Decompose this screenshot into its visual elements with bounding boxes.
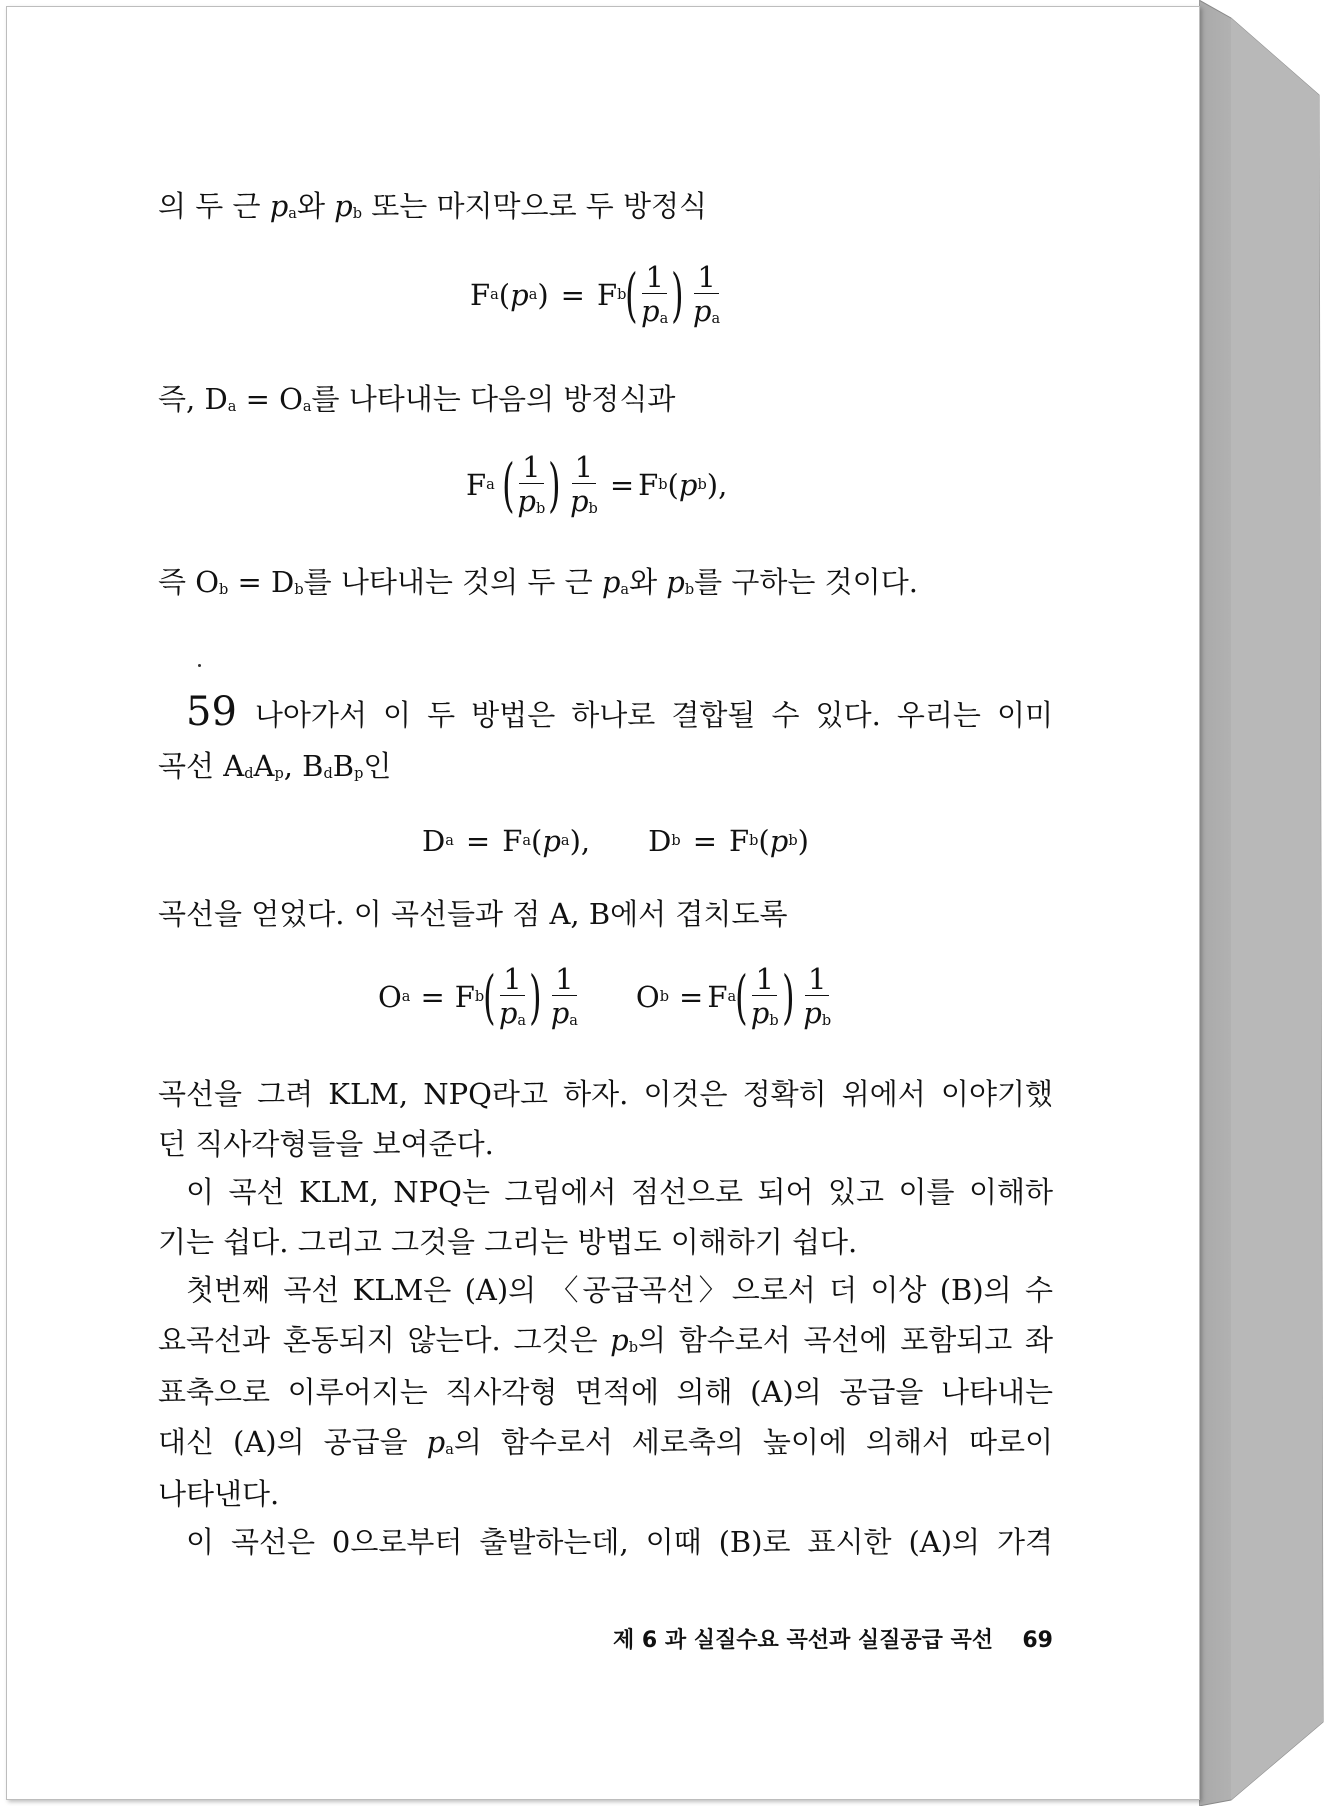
text-line-1: 의 두 근 $p_a$와 $p_b$ 또는 마지막으로 두 방정식: [158, 189, 708, 223]
speck: [198, 664, 201, 667]
text-line-12: 요곡선과 혼동되지 않는다. 그것은 $p_b$의 함수로서 곡선에 포함되고 좌: [158, 1323, 1053, 1357]
book-side-edge: [1199, 0, 1340, 1806]
text-line-5: 곡선 $A_dA_p$, $B_dB_p$인: [158, 749, 392, 783]
text-line-4: 59 나아가서 이 두 방법은 하나로 결합될 수 있다. 우리는 이미: [186, 689, 1053, 735]
equation-2: F a ( $\frac{1}{p_b}$ ) $\frac{1}{p_b}$ = F b ( p b ) ,: [466, 450, 728, 519]
chapter-title: 제 6 과 실질수요 곡선과 실질공급 곡선: [612, 1628, 994, 1653]
text-line-16: 이 곡선은 0으로부터 출발하는데, 이때 (B)로 표시한 (A)의 가격: [186, 1525, 1053, 1559]
text-line-6: 곡선을 얻었다. 이 곡선들과 점 A, B에서 겹치도록: [158, 897, 788, 931]
text-line-3: 즉 $O_b = D_b$를 나타내는 것의 두 근 $p_a$와 $p_b$를 구하는 것이다.: [158, 565, 918, 599]
text-line-13: 표축으로 이루어지는 직사각형 면적에 의해 (A)의 공급을 나타내는: [158, 1375, 1053, 1409]
equation-4: O a = F b ( $\frac{1}{p_a}$ ) $\frac{1}{p_a}$ O b = F a ( $\frac{1}{p_b}$ ) $\frac{1}{p_b}$: [378, 962, 832, 1031]
page-number: 69: [1022, 1628, 1053, 1653]
text-line-10: 기는 쉽다. 그리고 그것을 그리는 방법도 이해하기 쉽다.: [158, 1225, 858, 1259]
text-line-9: 이 곡선 KLM, NPQ는 그림에서 점선으로 되어 있고 이를 이해하: [186, 1175, 1053, 1209]
text-line-11: 첫번째 곡선 KLM은 (A)의 〈공급곡선〉으로서 더 이상 (B)의 수: [186, 1273, 1053, 1307]
text-line-14: 대신 (A)의 공급을 $p_a$의 함수로서 세로축의 높이에 의해서 따로이: [158, 1425, 1053, 1459]
section-number: 59: [186, 689, 237, 735]
text-line-8: 던 직사각형들을 보여준다.: [158, 1127, 494, 1161]
text-line-15: 나타낸다.: [158, 1477, 280, 1511]
equation-1: F a ( p a ) = F b ( $\frac{1}{p_a}$ ) $\frac{1}{p_a}$: [470, 260, 721, 329]
text-line-7: 곡선을 그려 KLM, NPQ라고 하자. 이것은 정확히 위에서 이야기했: [158, 1077, 1053, 1111]
text-line-2: 즉, $D_a = O_a$를 나타내는 다음의 방정식과: [158, 382, 676, 416]
equation-3: D a = F a ( p a ) , D b = F b ( p b ): [422, 824, 809, 858]
page-footer: [550, 1623, 1053, 1654]
